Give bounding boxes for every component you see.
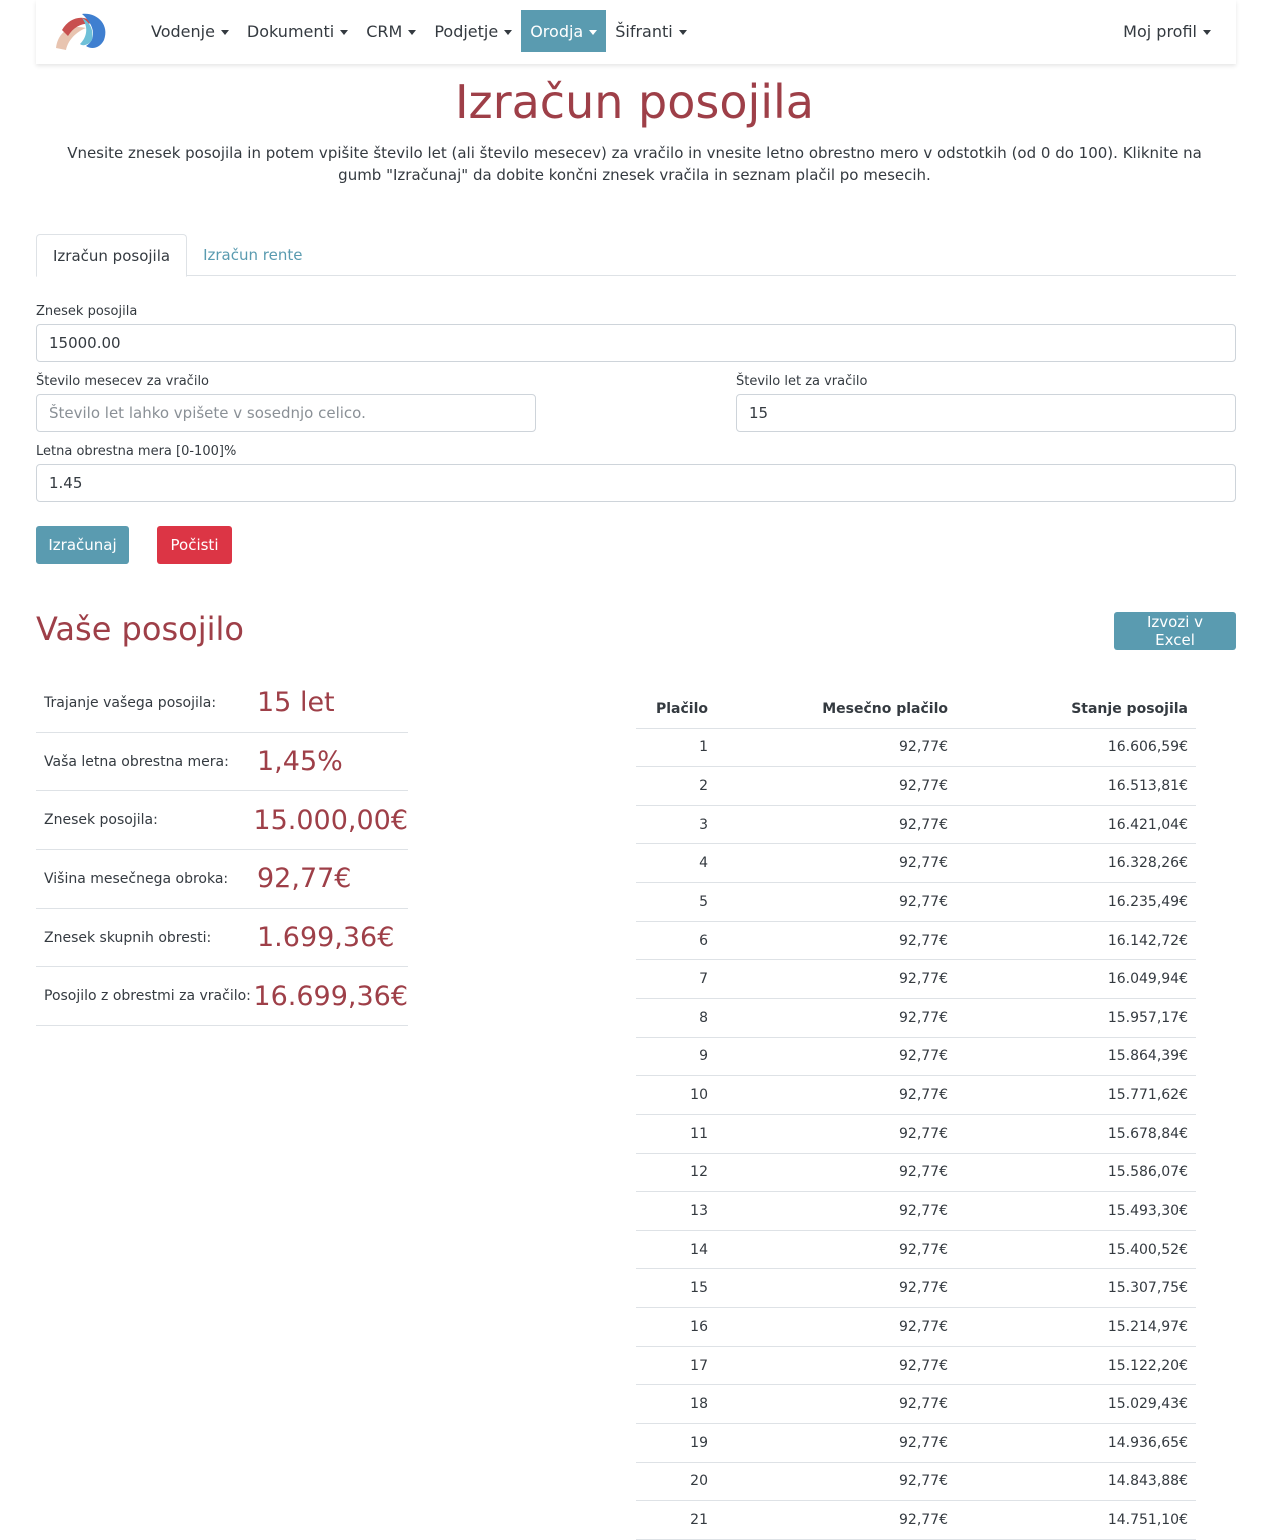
- table-row: [636, 960, 1196, 999]
- summary-row: [36, 674, 408, 733]
- cell-loan-balance: 15.214,97€: [956, 1308, 1196, 1347]
- summary-row: [36, 909, 408, 968]
- caret-down-icon: [679, 30, 687, 35]
- cell-monthly-payment: 92,77€: [716, 805, 956, 844]
- table-row: [636, 883, 1196, 922]
- cell-payment-number: 10: [636, 1076, 716, 1115]
- cell-loan-balance: 15.586,07€: [956, 1153, 1196, 1192]
- navbar: [36, 0, 1236, 64]
- payment-table: [636, 690, 1196, 1540]
- cell-loan-balance: 14.936,65€: [956, 1424, 1196, 1463]
- nav-item-profile[interactable]: [1114, 10, 1220, 52]
- table-row: [636, 1153, 1196, 1192]
- summary-label: Posojilo z obrestmi za vračilo:: [44, 988, 251, 1005]
- summary-label: Vaša letna obrestna mera:: [44, 753, 229, 770]
- cell-loan-balance: 16.235,49€: [956, 883, 1196, 922]
- caret-down-icon: [221, 30, 229, 35]
- cell-loan-balance: 16.421,04€: [956, 805, 1196, 844]
- tab-loan-calculation[interactable]: Izračun posojila: [36, 234, 187, 277]
- cell-loan-balance: 14.843,88€: [956, 1462, 1196, 1501]
- nav-item-crm[interactable]: [357, 10, 425, 52]
- cell-payment-number: 17: [636, 1346, 716, 1385]
- nav-label: Vodenje: [151, 21, 215, 41]
- cell-loan-balance: 16.328,26€: [956, 844, 1196, 883]
- main-nav: [142, 10, 696, 52]
- caret-down-icon: [1203, 30, 1211, 35]
- column-header-payment: Plačilo: [636, 690, 716, 728]
- cell-monthly-payment: 92,77€: [716, 960, 956, 999]
- cell-payment-number: 11: [636, 1114, 716, 1153]
- cell-payment-number: 9: [636, 1037, 716, 1076]
- nav-item-vodenje[interactable]: [142, 10, 238, 52]
- cell-monthly-payment: 92,77€: [716, 1501, 956, 1540]
- cell-payment-number: 16: [636, 1308, 716, 1347]
- cell-loan-balance: 15.864,39€: [956, 1037, 1196, 1076]
- years-input[interactable]: [736, 394, 1236, 432]
- nav-label: Podjetje: [434, 21, 499, 41]
- cell-monthly-payment: 92,77€: [716, 767, 956, 806]
- cell-monthly-payment: 92,77€: [716, 1346, 956, 1385]
- column-header-monthly: Mesečno plačilo: [716, 690, 956, 728]
- cell-monthly-payment: 92,77€: [716, 1153, 956, 1192]
- export-excel-button[interactable]: Izvozi v Excel: [1114, 612, 1236, 650]
- table-row: [636, 844, 1196, 883]
- table-row: [636, 1230, 1196, 1269]
- cell-payment-number: 2: [636, 767, 716, 806]
- summary-value: 1.699,36€: [257, 922, 395, 954]
- tab-bar: [36, 234, 1236, 276]
- cell-monthly-payment: 92,77€: [716, 728, 956, 767]
- cell-monthly-payment: 92,77€: [716, 1037, 956, 1076]
- payment-table-body: [636, 728, 1196, 1539]
- years-label: Število let za vračilo: [736, 374, 868, 389]
- cell-loan-balance: 15.122,20€: [956, 1346, 1196, 1385]
- cell-monthly-payment: 92,77€: [716, 998, 956, 1037]
- cell-monthly-payment: 92,77€: [716, 1076, 956, 1115]
- cell-monthly-payment: 92,77€: [716, 1385, 956, 1424]
- table-row: [636, 728, 1196, 767]
- caret-down-icon: [589, 30, 597, 35]
- cell-monthly-payment: 92,77€: [716, 844, 956, 883]
- cell-loan-balance: 16.606,59€: [956, 728, 1196, 767]
- summary-row: [36, 733, 408, 792]
- table-row: [636, 1269, 1196, 1308]
- nav-label: Orodja: [530, 21, 584, 41]
- cell-monthly-payment: 92,77€: [716, 1269, 956, 1308]
- table-row: [636, 767, 1196, 806]
- column-header-balance: Stanje posojila: [956, 690, 1196, 728]
- cell-monthly-payment: 92,77€: [716, 883, 956, 922]
- summary-row: [36, 967, 408, 1026]
- table-row: [636, 1385, 1196, 1424]
- table-header-row: [636, 690, 1196, 728]
- cell-payment-number: 21: [636, 1501, 716, 1540]
- cell-payment-number: 3: [636, 805, 716, 844]
- cell-payment-number: 20: [636, 1462, 716, 1501]
- summary-row: [36, 791, 408, 850]
- cell-payment-number: 15: [636, 1269, 716, 1308]
- cell-payment-number: 18: [636, 1385, 716, 1424]
- table-row: [636, 1346, 1196, 1385]
- table-row: [636, 1037, 1196, 1076]
- cell-payment-number: 14: [636, 1230, 716, 1269]
- cell-payment-number: 13: [636, 1192, 716, 1231]
- amount-input[interactable]: [36, 324, 1236, 362]
- amount-label: Znesek posojila: [36, 304, 138, 319]
- summary-value: 15.000,00€: [253, 804, 408, 836]
- months-input[interactable]: [36, 394, 536, 432]
- cell-payment-number: 19: [636, 1424, 716, 1463]
- profile-label: Moj profil: [1123, 21, 1197, 41]
- caret-down-icon: [408, 30, 416, 35]
- cell-loan-balance: 15.957,17€: [956, 998, 1196, 1037]
- tab-annuity-calculation[interactable]: Izračun rente: [203, 246, 303, 264]
- cell-monthly-payment: 92,77€: [716, 1192, 956, 1231]
- table-row: [636, 1462, 1196, 1501]
- cell-payment-number: 12: [636, 1153, 716, 1192]
- calculate-button[interactable]: Izračunaj: [36, 526, 129, 564]
- nav-label: CRM: [366, 21, 403, 41]
- cell-loan-balance: 15.678,84€: [956, 1114, 1196, 1153]
- cell-payment-number: 1: [636, 728, 716, 767]
- brand-logo-icon[interactable]: [52, 10, 112, 50]
- loan-summary: [36, 674, 408, 1026]
- table-row: [636, 1424, 1196, 1463]
- cell-loan-balance: 15.307,75€: [956, 1269, 1196, 1308]
- summary-label: Trajanje vašega posojila:: [44, 694, 217, 711]
- cell-monthly-payment: 92,77€: [716, 1230, 956, 1269]
- rate-input[interactable]: [36, 464, 1236, 502]
- table-row: [636, 1501, 1196, 1540]
- nav-label: Šifranti: [615, 21, 673, 41]
- summary-value: 92,77€: [257, 863, 352, 895]
- summary-value: 15 let: [257, 687, 335, 719]
- caret-down-icon: [504, 30, 512, 35]
- cell-loan-balance: 14.751,10€: [956, 1501, 1196, 1540]
- cell-loan-balance: 16.142,72€: [956, 921, 1196, 960]
- summary-label: Znesek skupnih obresti:: [44, 929, 212, 946]
- nav-item-podjetje[interactable]: [425, 10, 521, 52]
- cell-payment-number: 5: [636, 883, 716, 922]
- table-row: [636, 1114, 1196, 1153]
- rate-label: Letna obrestna mera [0-100]%: [36, 444, 237, 459]
- summary-value: 1,45%: [257, 746, 343, 778]
- cell-monthly-payment: 92,77€: [716, 1462, 956, 1501]
- summary-row: [36, 850, 408, 909]
- cell-payment-number: 7: [636, 960, 716, 999]
- months-label: Število mesecev za vračilo: [36, 374, 210, 389]
- table-row: [636, 998, 1196, 1037]
- page-title: Izračun posojila: [454, 75, 814, 129]
- nav-item-orodja[interactable]: [521, 10, 606, 52]
- table-row: [636, 1076, 1196, 1115]
- cell-loan-balance: 15.029,43€: [956, 1385, 1196, 1424]
- cell-loan-balance: 15.400,52€: [956, 1230, 1196, 1269]
- table-row: [636, 1308, 1196, 1347]
- nav-item-dokumenti[interactable]: [238, 10, 357, 52]
- table-row: [636, 921, 1196, 960]
- summary-label: Višina mesečnega obroka:: [44, 870, 229, 887]
- clear-button[interactable]: Počisti: [157, 526, 232, 564]
- cell-loan-balance: 15.771,62€: [956, 1076, 1196, 1115]
- nav-item-sifranti[interactable]: [606, 10, 695, 52]
- cell-payment-number: 8: [636, 998, 716, 1037]
- result-title: Vaše posojilo: [36, 610, 244, 648]
- table-row: [636, 1192, 1196, 1231]
- summary-label: Znesek posojila:: [44, 812, 158, 829]
- cell-payment-number: 4: [636, 844, 716, 883]
- caret-down-icon: [340, 30, 348, 35]
- summary-value: 16.699,36€: [253, 980, 408, 1012]
- cell-monthly-payment: 92,77€: [716, 1114, 956, 1153]
- cell-loan-balance: 16.513,81€: [956, 767, 1196, 806]
- cell-payment-number: 6: [636, 921, 716, 960]
- cell-loan-balance: 16.049,94€: [956, 960, 1196, 999]
- table-row: [636, 805, 1196, 844]
- cell-monthly-payment: 92,77€: [716, 1308, 956, 1347]
- cell-loan-balance: 15.493,30€: [956, 1192, 1196, 1231]
- cell-monthly-payment: 92,77€: [716, 1424, 956, 1463]
- cell-monthly-payment: 92,77€: [716, 921, 956, 960]
- nav-label: Dokumenti: [246, 21, 335, 41]
- page-description: Vnesite znesek posojila in potem vpišite število let (ali število mesecev) za vračilo in vnesite letno obrestno mero v odstotkih (od 0 do 100). Kliknite na gumb "Izračunaj" da dobite končni znesek vračila in seznam plačil po mesecih.: [67, 144, 1202, 184]
